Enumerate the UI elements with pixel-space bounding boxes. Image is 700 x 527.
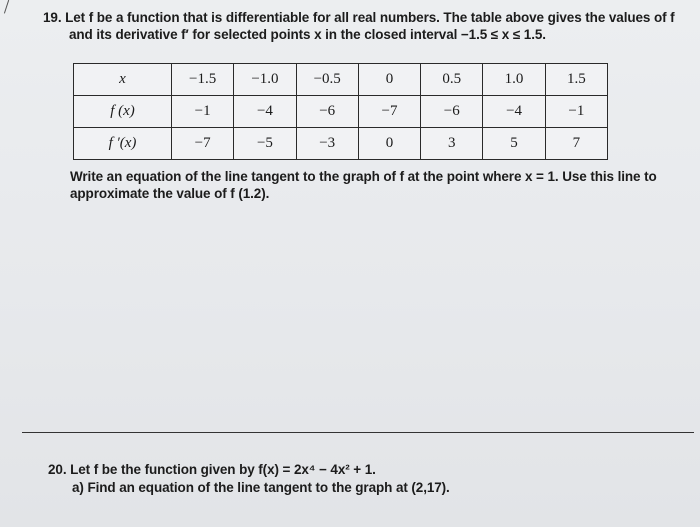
table-row [74,128,608,160]
table-row [74,64,608,96]
table-row [74,96,608,128]
table-cell: f (x) [74,96,172,128]
table-cell: 7 [545,128,607,160]
table-cell: −1 [545,96,607,128]
table-cell: −7 [358,96,420,128]
q20-prompt-line2: a) Find an equation of the line tangent to the graph at (2,17). [72,480,450,495]
table-cell: x [74,64,172,96]
table-cell: −6 [421,96,483,128]
q20-prompt-line1: 20. Let f be the function given by f(x) = 2x⁴ − 4x² + 1. [48,462,376,477]
table-cell: 1.0 [483,64,545,96]
table-cell: −1 [172,96,234,128]
table-cell: 0 [358,128,420,160]
table-cell: −4 [234,96,296,128]
table-cell: −0.5 [296,64,358,96]
q19-prompt-line2: and its derivative f′ for selected points x in the closed interval −1.5 ≤ x ≤ 1.5. [69,27,546,42]
table-cell: 1.5 [545,64,607,96]
table-cell: −6 [296,96,358,128]
table-cell: −7 [172,128,234,160]
table-cell: 0 [358,64,420,96]
table-cell: 5 [483,128,545,160]
table-cell: −3 [296,128,358,160]
values-table [73,63,608,160]
pen-mark [4,0,11,14]
table-cell: 3 [421,128,483,160]
table-cell: 0.5 [421,64,483,96]
table-cell: −1.0 [234,64,296,96]
q19-prompt-line1: 19. Let f be a function that is differentiable for all real numbers. The table above gives the values of f [43,10,675,25]
table-cell: −1.5 [172,64,234,96]
table-cell: −4 [483,96,545,128]
table-cell: f ′(x) [74,128,172,160]
q19-instruction: Write an equation of the line tangent to the graph of f at the point where x = 1. Use this line to approximate the value of f (1.2). [70,169,657,201]
section-divider [22,432,694,433]
table-cell: −5 [234,128,296,160]
